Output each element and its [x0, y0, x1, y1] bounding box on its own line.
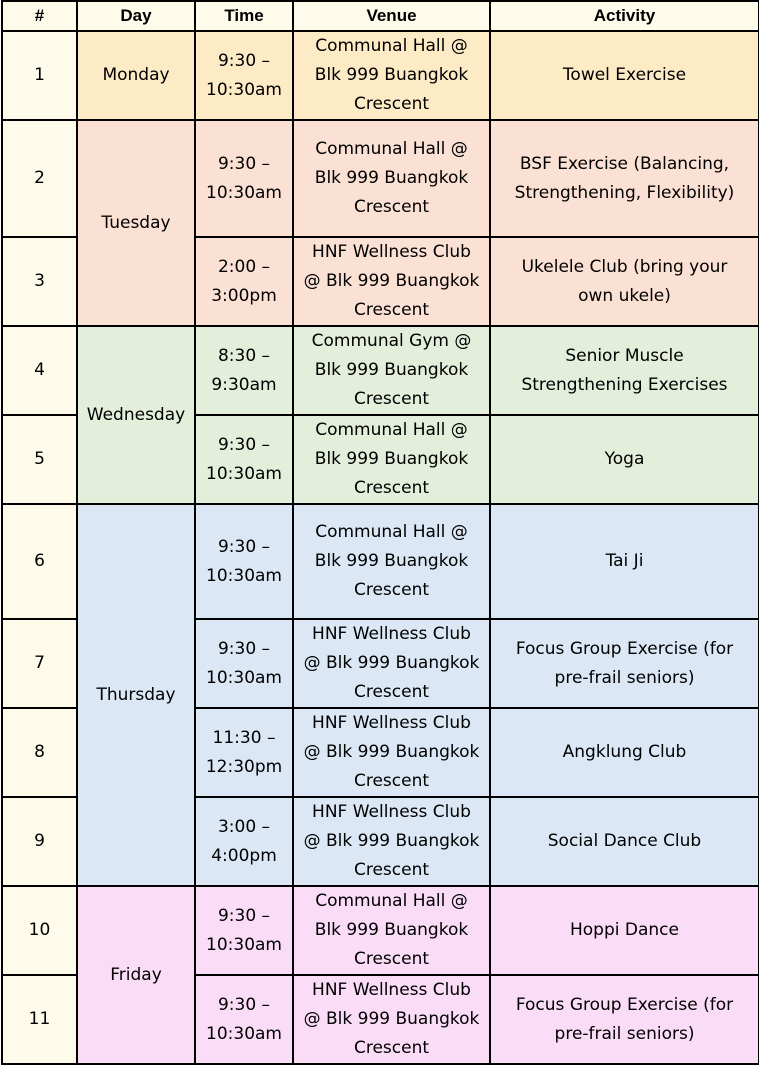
activity-cell: Senior Muscle Strengthening Exercises: [490, 326, 759, 415]
activity-cell: Focus Group Exercise (for pre-frail seniors): [490, 975, 759, 1064]
day-tuesday: Tuesday: [77, 120, 195, 326]
row-number: 6: [2, 504, 77, 619]
table-row: [2, 504, 759, 619]
time-cell: 9:30 – 10:30am: [195, 415, 293, 504]
time-cell: 3:00 – 4:00pm: [195, 797, 293, 886]
time-cell: 9:30 – 10:30am: [195, 619, 293, 708]
venue-cell: Communal Hall @ Blk 999 Buangkok Crescent: [293, 31, 490, 120]
row-number: 11: [2, 975, 77, 1064]
venue-cell: HNF Wellness Club @ Blk 999 Buangkok Crescent: [293, 237, 490, 326]
header-row: [2, 1, 759, 31]
time-cell: 9:30 – 10:30am: [195, 31, 293, 120]
schedule-table: [1, 0, 759, 1065]
venue-cell: Communal Hall @ Blk 999 Buangkok Crescent: [293, 504, 490, 619]
table-row: [2, 326, 759, 415]
activity-cell: BSF Exercise (Balancing, Strengthening, Flexibility): [490, 120, 759, 237]
header-time: Time: [195, 1, 293, 31]
header-day: Day: [77, 1, 195, 31]
row-number: 8: [2, 708, 77, 797]
activity-cell: Focus Group Exercise (for pre-frail seniors): [490, 619, 759, 708]
venue-cell: Communal Gym @ Blk 999 Buangkok Crescent: [293, 326, 490, 415]
time-cell: 11:30 – 12:30pm: [195, 708, 293, 797]
day-friday: Friday: [77, 886, 195, 1064]
time-cell: 9:30 – 10:30am: [195, 886, 293, 975]
activity-cell: Angklung Club: [490, 708, 759, 797]
venue-cell: HNF Wellness Club @ Blk 999 Buangkok Crescent: [293, 797, 490, 886]
row-number: 3: [2, 237, 77, 326]
row-number: 10: [2, 886, 77, 975]
day-monday: Monday: [77, 31, 195, 120]
activity-cell: Tai Ji: [490, 504, 759, 619]
table-row: [2, 31, 759, 120]
table-row: [2, 886, 759, 975]
header-venue: Venue: [293, 1, 490, 31]
venue-cell: Communal Hall @ Blk 999 Buangkok Crescent: [293, 120, 490, 237]
time-cell: 9:30 – 10:30am: [195, 975, 293, 1064]
activity-cell: Towel Exercise: [490, 31, 759, 120]
venue-cell: HNF Wellness Club @ Blk 999 Buangkok Crescent: [293, 708, 490, 797]
activity-cell: Social Dance Club: [490, 797, 759, 886]
venue-cell: Communal Hall @ Blk 999 Buangkok Crescent: [293, 415, 490, 504]
venue-cell: Communal Hall @ Blk 999 Buangkok Crescent: [293, 886, 490, 975]
row-number: 4: [2, 326, 77, 415]
row-number: 5: [2, 415, 77, 504]
time-cell: 8:30 – 9:30am: [195, 326, 293, 415]
row-number: 9: [2, 797, 77, 886]
time-cell: 2:00 – 3:00pm: [195, 237, 293, 326]
header-number: #: [2, 1, 77, 31]
time-cell: 9:30 – 10:30am: [195, 120, 293, 237]
venue-cell: HNF Wellness Club @ Blk 999 Buangkok Crescent: [293, 619, 490, 708]
activity-cell: Ukelele Club (bring your own ukele): [490, 237, 759, 326]
row-number: 7: [2, 619, 77, 708]
row-number: 1: [2, 31, 77, 120]
row-number: 2: [2, 120, 77, 237]
venue-cell: HNF Wellness Club @ Blk 999 Buangkok Crescent: [293, 975, 490, 1064]
time-cell: 9:30 – 10:30am: [195, 504, 293, 619]
activity-cell: Yoga: [490, 415, 759, 504]
table-row: [2, 120, 759, 237]
header-activity: Activity: [490, 1, 759, 31]
day-thursday: Thursday: [77, 504, 195, 886]
day-wednesday: Wednesday: [77, 326, 195, 504]
activity-cell: Hoppi Dance: [490, 886, 759, 975]
